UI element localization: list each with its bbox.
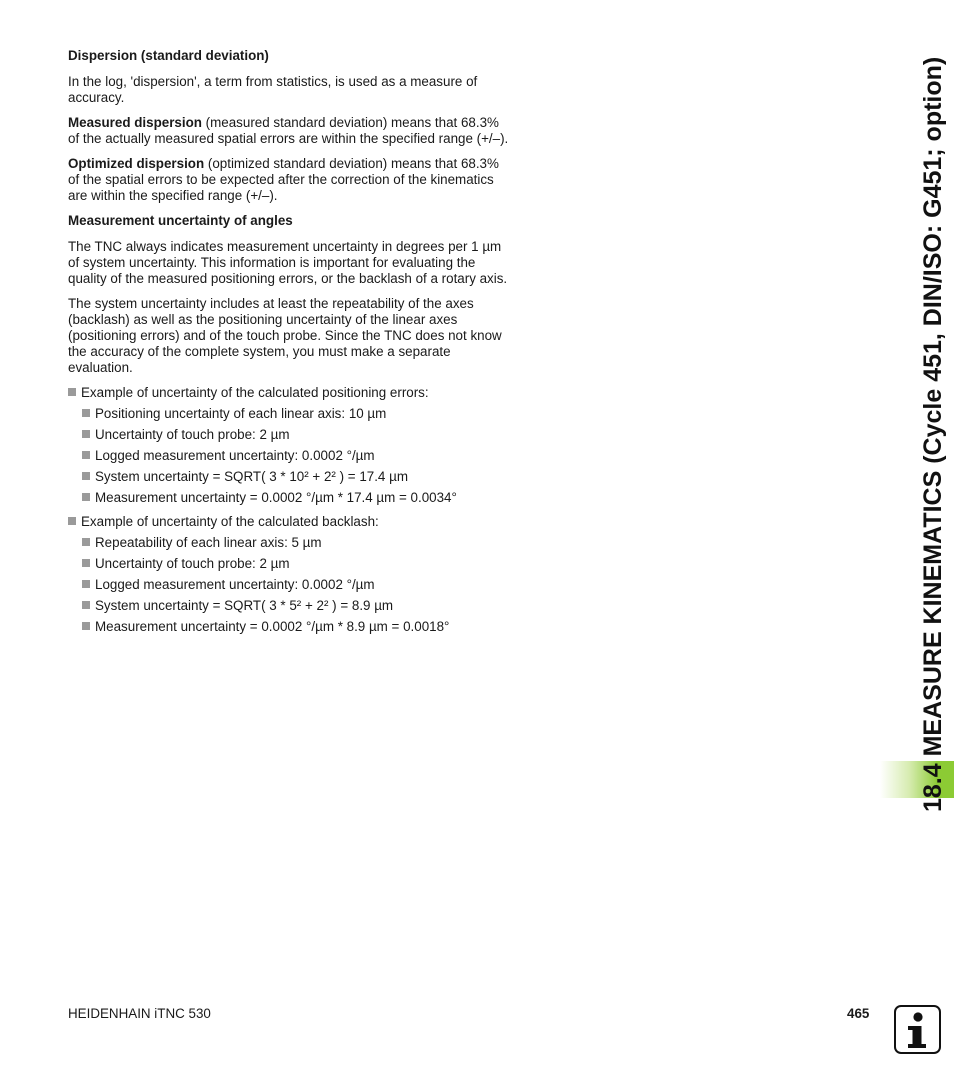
list-item-text: Logged measurement uncertainty: 0.0002 °/µm bbox=[95, 448, 375, 463]
measured-dispersion-text: (measured standard deviation) means that 68.3% of the actually measured spatial errors are within the specified range (+/–). bbox=[68, 115, 509, 146]
page-number: 465 bbox=[847, 1006, 870, 1021]
list-item-text: Uncertainty of touch probe: 2 µm bbox=[95, 556, 290, 571]
square-bullet-icon bbox=[82, 430, 90, 438]
heading-measurement-uncertainty: Measurement uncertainty of angles bbox=[68, 213, 293, 228]
info-icon bbox=[894, 1005, 941, 1054]
heading-dispersion: Dispersion (standard deviation) bbox=[68, 48, 269, 63]
list-item-text: Logged measurement uncertainty: 0.0002 °/µm bbox=[95, 577, 375, 592]
paragraph-measured-dispersion bbox=[68, 115, 513, 147]
paragraph-system-uncertainty: The system uncertainty includes at least the repeatability of the axes (backlash) as well as the positioning uncertainty of the linear axes (positioning errors) and of the touch probe. Since the TNC does not know the accuracy of the complete system, you must make a separate evaluation. bbox=[68, 296, 502, 375]
square-bullet-icon bbox=[82, 580, 90, 588]
example-items-list bbox=[82, 406, 513, 506]
square-bullet-icon bbox=[68, 388, 76, 396]
examples-list bbox=[68, 385, 513, 635]
optimized-dispersion-text: (optimized standard deviation) means that 68.3% of the spatial errors to be expected after the correction of the kinematics are within the specified range (+/–). bbox=[68, 156, 499, 203]
example-positioning-errors bbox=[68, 385, 513, 506]
list-item bbox=[82, 490, 513, 506]
footer-product-name: HEIDENHAIN iTNC 530 bbox=[68, 1006, 211, 1021]
list-item-text: Repeatability of each linear axis: 5 µm bbox=[95, 535, 322, 550]
square-bullet-icon bbox=[82, 451, 90, 459]
list-item bbox=[82, 598, 513, 614]
term-optimized-dispersion: Optimized dispersion bbox=[68, 156, 205, 171]
paragraph-tnc-uncertainty: The TNC always indicates measurement uncertainty in degrees per 1 µm of system uncertainty. This information is important for evaluating the quality of the measured positioning errors, or the backlash of a rotary axis. bbox=[68, 239, 508, 286]
list-item-text: System uncertainty = SQRT( 3 * 5² + 2² ) = 8.9 µm bbox=[95, 598, 394, 613]
list-item-text: System uncertainty = SQRT( 3 * 10² + 2² ) = 17.4 µm bbox=[95, 469, 408, 484]
chapter-side-title: 18.4 MEASURE KINEMATICS (Cycle 451, DIN/ISO: G451; option) bbox=[919, 56, 947, 812]
list-item bbox=[82, 535, 513, 551]
paragraph-optimized-dispersion bbox=[68, 156, 513, 204]
main-content bbox=[68, 48, 513, 643]
example-backlash bbox=[68, 514, 513, 635]
list-item bbox=[82, 469, 513, 485]
square-bullet-icon bbox=[82, 559, 90, 567]
square-bullet-icon bbox=[68, 517, 76, 525]
list-item bbox=[82, 577, 513, 593]
list-item-text: Uncertainty of touch probe: 2 µm bbox=[95, 427, 290, 442]
example-label: Example of uncertainty of the calculated positioning errors: bbox=[81, 385, 429, 400]
list-item bbox=[82, 556, 513, 572]
list-item bbox=[82, 406, 513, 422]
example-items-list bbox=[82, 535, 513, 635]
square-bullet-icon bbox=[82, 493, 90, 501]
list-item bbox=[82, 448, 513, 464]
square-bullet-icon bbox=[82, 538, 90, 546]
square-bullet-icon bbox=[82, 409, 90, 417]
square-bullet-icon bbox=[82, 601, 90, 609]
list-item-text: Positioning uncertainty of each linear axis: 10 µm bbox=[95, 406, 387, 421]
list-item bbox=[82, 427, 513, 443]
list-item-text: Measurement uncertainty = 0.0002 °/µm * 17.4 µm = 0.0034° bbox=[95, 490, 457, 505]
square-bullet-icon bbox=[82, 622, 90, 630]
example-label: Example of uncertainty of the calculated backlash: bbox=[81, 514, 379, 529]
list-item bbox=[82, 619, 513, 635]
list-item-text: Measurement uncertainty = 0.0002 °/µm * 8.9 µm = 0.0018° bbox=[95, 619, 450, 634]
paragraph-intro: In the log, 'dispersion', a term from statistics, is used as a measure of accuracy. bbox=[68, 74, 478, 105]
term-measured-dispersion: Measured dispersion bbox=[68, 115, 202, 130]
square-bullet-icon bbox=[82, 472, 90, 480]
